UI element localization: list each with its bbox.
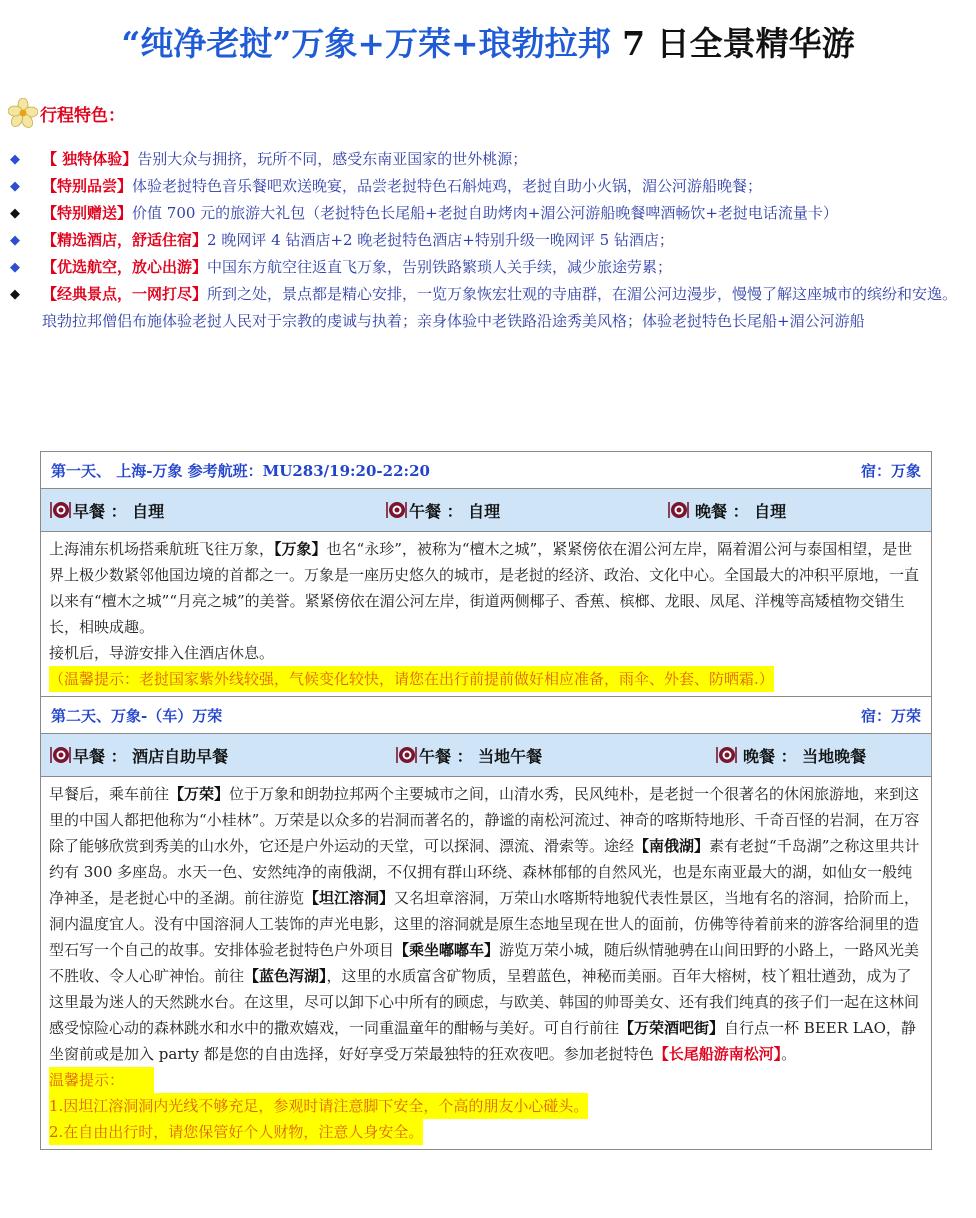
day2-paragraph bbox=[49, 781, 923, 1067]
day2-text: 。 bbox=[781, 1045, 797, 1063]
day2-stay: 宿：万荣 bbox=[860, 706, 921, 725]
feature-item bbox=[8, 146, 970, 173]
features-list bbox=[8, 146, 970, 335]
title-black: 7 日全景精华游 bbox=[610, 24, 855, 63]
day2-text: 素有老挝“千岛湖”之称这里共计约有 300 多座岛。水天一色、安然纯净的南俄湖，不仅拥有群山环绕、森林郁郁的自然风光，也是东南亚最大的湖，如仙女一般纯净神圣，是老挝心中的圣湖。前往游览 bbox=[49, 837, 920, 907]
itinerary-table bbox=[40, 451, 932, 1150]
diamond-bullet-icon: ◆ bbox=[10, 206, 20, 221]
day2-text: 游览万荣小城，随后纵情驰骋在山间田野的小路上，一路风光美不胜收、令人心旷神怡。前往 bbox=[49, 941, 920, 985]
features-heading bbox=[8, 98, 125, 128]
diamond-bullet-icon: ◆ bbox=[10, 233, 20, 248]
feature-text: 中国东方航空往返直飞万象，告别铁路繁琐人关手续，减少旅途劳累； bbox=[207, 258, 673, 276]
day1-tip: （温馨提示：老挝国家紫外线较强，气候变化较快，请您在出行前提前做好相应准备，雨伞、外套、防晒霜.） bbox=[49, 666, 774, 692]
day2-lunch bbox=[395, 734, 542, 776]
day1-meals bbox=[41, 489, 931, 532]
day2-highlight: 【坦江溶洞】 bbox=[304, 889, 395, 907]
diamond-bullet-icon: ◆ bbox=[10, 287, 20, 302]
day1-header bbox=[41, 452, 931, 489]
day1-title: 第一天、 上海-万象 参考航班：MU283/19:20-22:20 bbox=[51, 461, 430, 480]
day2-text: ，这里的水质富含矿物质，呈碧蓝色，神秘而美丽。百年大榕树，枝丫粗壮遒劲，成为了这里最为迷人的天然跳水台。在这里，尽可以卸下心中所有的顾虑，与欧美、韩国的帅哥美女、还有我们纯真的孩子们一起在这林间感受惊险心动的森林跳水和水中的撒欢嬉戏，一同重温童年的酣畅与美好。可自行前往 bbox=[49, 967, 920, 1037]
diamond-bullet-icon: ◆ bbox=[10, 260, 20, 275]
day1-paragraph-2: 接机后，导游安排入住酒店休息。 bbox=[49, 644, 275, 662]
day1-dinner bbox=[667, 489, 786, 531]
day1-description bbox=[41, 532, 931, 696]
plate-icon bbox=[395, 744, 417, 766]
plate-icon bbox=[667, 499, 693, 521]
page-title bbox=[0, 18, 976, 65]
feature-item bbox=[8, 281, 970, 335]
day2-text: 又名坦章溶洞，万荣山水喀斯特地貌代表性景区，当地有名的溶洞，拾阶而上，洞内温度宜人。没有中国溶洞人工装饰的声光电影，这里的溶洞就是原生态地呈现在世人的面前，仿佛等待着前来的游客给洞里的造型石写一个自己的故事。安排体验老挝特色户外项目 bbox=[49, 889, 920, 959]
day2-highlight: 【南俄湖】 bbox=[634, 837, 710, 855]
day2-text: 位于万象和朗勃拉邦两个主要城市之间，山清水秀，民风纯朴，是老挝一个很著名的休闲旅游地，来到这里的中国人都把他称为“小桂林”。万荣是以众多的岩洞而著名的，静谧的南松河流过、神奇的喀斯特地形、千奇百怪的岩洞，在万容除了能够欣赏到秀美的山水外，它还是户外运动的天堂，可以探洞、漂流、滑索等。途经 bbox=[49, 785, 920, 855]
day2-meals bbox=[41, 734, 931, 777]
day2-dinner-label: 晚餐 ： 当地晚餐 bbox=[743, 746, 867, 766]
day2-highlight: 【万荣】 bbox=[169, 785, 230, 803]
features-heading-label: 行程特色： bbox=[40, 105, 125, 126]
feature-text: 2 晚网评 4 钻酒店+2 晚老挝特色酒店+特别升级一晚网评 5 钻酒店； bbox=[207, 231, 674, 249]
feature-highlight: 【经典景点，一网打尽】 bbox=[42, 285, 208, 303]
feature-item bbox=[8, 254, 970, 281]
plate-icon bbox=[385, 499, 407, 521]
day1-stay: 宿：万象 bbox=[860, 461, 921, 480]
day1-text: 也名“永珍”，被称为“檀木之城”，紧紧傍依在湄公河左岸，隔着湄公河与泰国相望，是世界上极少数紧邻他国边境的首都之一。万象是一座历史悠久的城市，是老挝的经济、政治、文化中心。全国最大的冲积平原地，一直以来有“檀木之城”“月亮之城”的美誉。紧紧傍依在湄公河左岸，街道两侧椰子、香蕉、槟榔、龙眼、凤尾、洋槐等高矮植物交错生长，相映成趣。 bbox=[49, 540, 920, 636]
plate-icon bbox=[49, 499, 71, 521]
feature-highlight: 【特别品尝】 bbox=[42, 177, 133, 195]
feature-highlight: 【 独特体验】 bbox=[42, 150, 138, 168]
day2-tip-2: 2.在自由出行时，请您保管好个人财物，注意人身安全。 bbox=[49, 1119, 423, 1145]
day2-highlight: 【乘坐嘟嘟车】 bbox=[394, 941, 500, 959]
flower-icon bbox=[8, 98, 38, 128]
title-blue: “纯净老挝”万象+万荣+琅勃拉邦 bbox=[121, 24, 611, 63]
diamond-bullet-icon: ◆ bbox=[10, 179, 20, 194]
feature-highlight: 【特别赠送】 bbox=[42, 204, 133, 222]
day2-title: 第二天、万象-（车）万荣 bbox=[51, 706, 223, 725]
day2-text: 早餐后，乘车前往 bbox=[49, 785, 170, 803]
day1-highlight: 【万象】 bbox=[274, 540, 327, 558]
day2-lunch-label: 午餐 ： 当地午餐 bbox=[419, 746, 543, 766]
feature-text: 体验老挝特色音乐餐吧欢送晚宴，品尝老挝特色石斛炖鸡，老挝自助小火锅，湄公河游船晚餐； bbox=[132, 177, 763, 195]
feature-highlight: 【优选航空，放心出游】 bbox=[42, 258, 208, 276]
day1-breakfast bbox=[49, 489, 164, 531]
day2-text: 自行点一杯 BEER LAO，静坐窗前或是加入 party 都是您的自由选择，好好享受万荣最独特的狂欢夜吧。参加老挝特色 bbox=[49, 1019, 916, 1063]
day1-breakfast-label: 早餐 ： 自理 bbox=[73, 501, 165, 521]
day2-header bbox=[41, 696, 931, 734]
day1-text: 上海浦东机场搭乘航班飞往万象， bbox=[49, 540, 275, 558]
feature-item bbox=[8, 200, 970, 227]
day2-tip-heading: 温馨提示： bbox=[49, 1067, 154, 1093]
feature-item bbox=[8, 227, 970, 254]
feature-highlight: 【精选酒店，舒适住宿】 bbox=[42, 231, 208, 249]
diamond-bullet-icon: ◆ bbox=[10, 152, 20, 167]
day1-dinner-label: 晚餐 ： 自理 bbox=[695, 501, 787, 521]
day2-breakfast-label: 早餐 ： 酒店自助早餐 bbox=[73, 746, 229, 766]
feature-text: 所到之处，景点都是精心安排，一览万象恢宏壮观的寺庙群，在湄公河边漫步，慢慢了解这座城市的缤纷和安逸。琅勃拉邦僧侣布施体验老挝人民对于宗教的虔诚与执着；亲身体验中老铁路沿途秀美风格；体验老挝特色长尾船+湄公河游船 bbox=[42, 285, 958, 330]
day1-lunch bbox=[385, 489, 500, 531]
day2-description bbox=[41, 777, 931, 1149]
day2-highlight: 【蓝色泻湖】 bbox=[244, 967, 327, 985]
day2-red-highlight: 【长尾船游南松河】 bbox=[653, 1045, 782, 1063]
feature-text: 价值 700 元的旅游大礼包（老挝特色长尾船+老挝自助烤肉+湄公河游船晚餐啤酒畅饮+老挝电话流量卡） bbox=[132, 204, 838, 222]
day2-tip-1: 1.因坦江溶洞洞内光线不够充足，参观时请注意脚下安全，个高的朋友小心碰头。 bbox=[49, 1093, 588, 1119]
day1-paragraph bbox=[49, 536, 923, 640]
feature-text: 告别大众与拥挤，玩所不同，感受东南亚国家的世外桃源； bbox=[137, 150, 528, 168]
plate-icon bbox=[49, 744, 71, 766]
feature-item bbox=[8, 173, 970, 200]
plate-icon bbox=[715, 744, 741, 766]
day1-lunch-label: 午餐 ： 自理 bbox=[409, 501, 501, 521]
day2-dinner bbox=[715, 734, 866, 776]
day2-highlight: 【万荣酒吧街】 bbox=[619, 1019, 725, 1037]
day2-breakfast bbox=[49, 734, 228, 776]
